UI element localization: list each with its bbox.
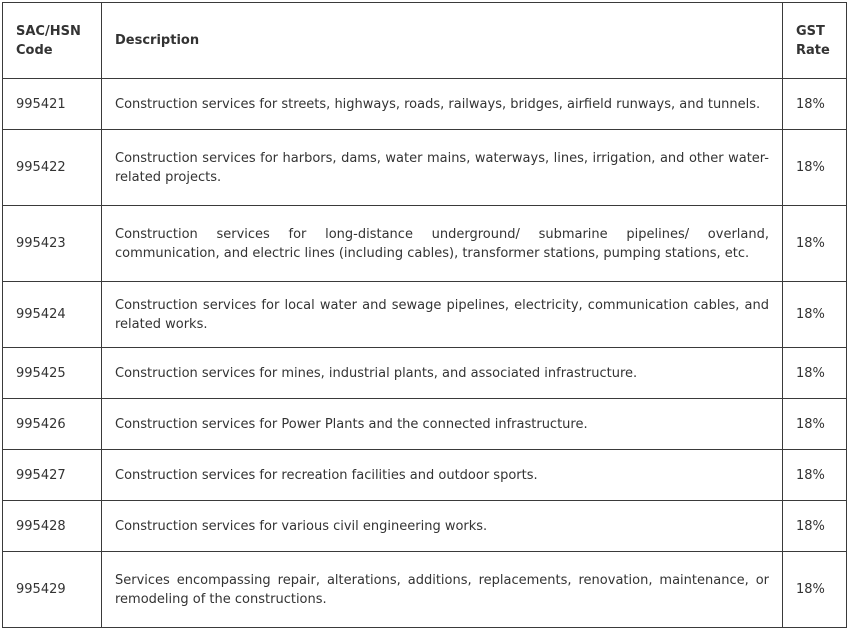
row-code: 995428 bbox=[3, 501, 102, 552]
row-rate: 18% bbox=[783, 206, 847, 282]
table-row bbox=[3, 348, 847, 399]
row-code: 995426 bbox=[3, 399, 102, 450]
row-description: Services encompassing repair, alterations, additions, replacements, renovation, maintenance, or remodeling of the constructions. bbox=[102, 552, 783, 628]
table-row bbox=[3, 399, 847, 450]
row-rate: 18% bbox=[783, 450, 847, 501]
row-description: Construction services for long-distance underground/ submarine pipelines/ overland, communication, and electric lines (including cables), transformer stations, pumping stations, etc. bbox=[102, 206, 783, 282]
table-row bbox=[3, 79, 847, 130]
row-code: 995427 bbox=[3, 450, 102, 501]
row-code: 995425 bbox=[3, 348, 102, 399]
row-rate: 18% bbox=[783, 399, 847, 450]
row-description: Construction services for streets, highways, roads, railways, bridges, airfield runways, and tunnels. bbox=[102, 79, 783, 130]
row-rate: 18% bbox=[783, 79, 847, 130]
header-code: SAC/HSN Code bbox=[3, 3, 102, 79]
row-description: Construction services for harbors, dams, water mains, waterways, lines, irrigation, and other water-related projects. bbox=[102, 130, 783, 206]
row-description: Construction services for recreation facilities and outdoor sports. bbox=[102, 450, 783, 501]
row-code: 995424 bbox=[3, 282, 102, 348]
row-description: Construction services for various civil engineering works. bbox=[102, 501, 783, 552]
row-rate: 18% bbox=[783, 552, 847, 628]
header-row bbox=[3, 3, 847, 79]
row-description: Construction services for local water and sewage pipelines, electricity, communication cables, and related works. bbox=[102, 282, 783, 348]
row-code: 995421 bbox=[3, 79, 102, 130]
table-row bbox=[3, 130, 847, 206]
row-rate: 18% bbox=[783, 282, 847, 348]
row-rate: 18% bbox=[783, 348, 847, 399]
row-code: 995422 bbox=[3, 130, 102, 206]
table-row bbox=[3, 206, 847, 282]
header-rate: GST Rate bbox=[783, 3, 847, 79]
gst-rate-table bbox=[2, 2, 847, 628]
table-row bbox=[3, 282, 847, 348]
row-code: 995423 bbox=[3, 206, 102, 282]
row-code: 995429 bbox=[3, 552, 102, 628]
row-description: Construction services for mines, industrial plants, and associated infrastructure. bbox=[102, 348, 783, 399]
row-rate: 18% bbox=[783, 501, 847, 552]
table-row bbox=[3, 450, 847, 501]
table-row bbox=[3, 501, 847, 552]
table-row bbox=[3, 552, 847, 628]
header-description: Description bbox=[102, 3, 783, 79]
row-description: Construction services for Power Plants and the connected infrastructure. bbox=[102, 399, 783, 450]
row-rate: 18% bbox=[783, 130, 847, 206]
